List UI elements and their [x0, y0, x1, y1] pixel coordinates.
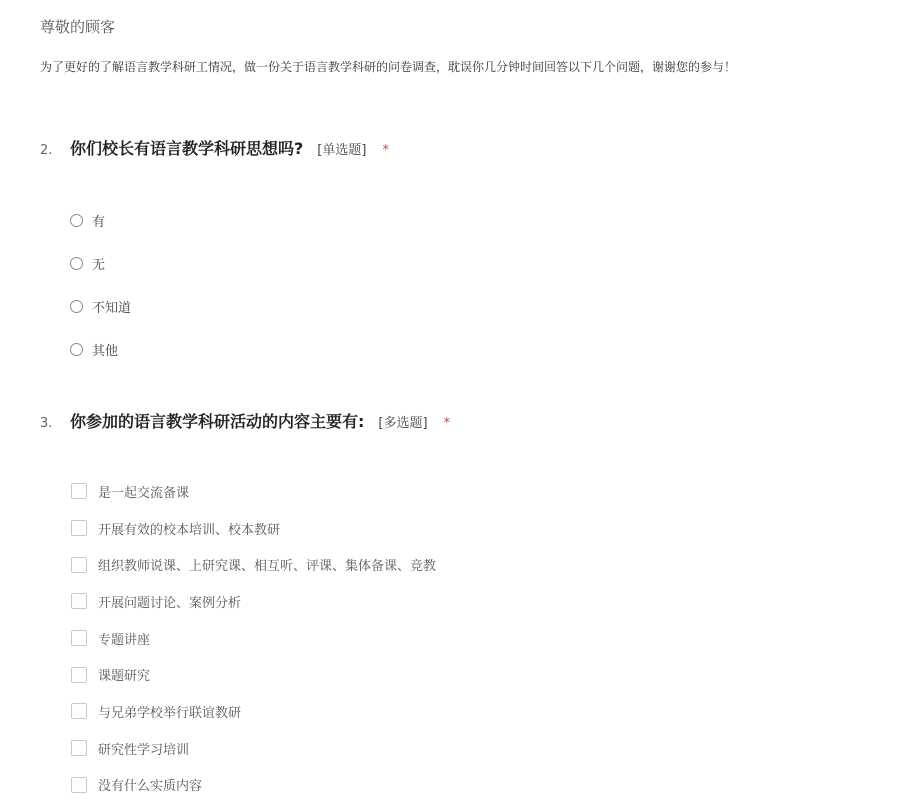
question-number: 3. [40, 416, 70, 431]
checkbox[interactable] [71, 593, 87, 609]
checkbox-option-label: 研究性学习培训 [98, 739, 189, 758]
checkbox[interactable] [71, 520, 87, 536]
checkbox-option-2[interactable] [71, 510, 436, 547]
question-3-options [71, 473, 436, 803]
checkbox-option-7[interactable] [71, 693, 436, 730]
checkbox-option-8[interactable] [71, 730, 436, 767]
radio-option-buzhidao[interactable] [70, 285, 131, 328]
checkbox[interactable] [71, 483, 87, 499]
radio-option-qita[interactable] [70, 328, 131, 371]
survey-greeting: 尊敬的顾客 [40, 16, 115, 37]
radio-button[interactable] [70, 343, 83, 356]
radio-option-label: 其他 [92, 340, 118, 359]
question-type-label: [多选题] [378, 412, 427, 431]
radio-option-you[interactable] [70, 199, 131, 242]
survey-intro: 为了更好的了解语言教学科研工情况，做一份关于语言教学科研的问卷调查，耽误你几分钟时间回答以下几个问题，谢谢您的参与！ [40, 58, 736, 75]
checkbox-option-3[interactable] [71, 546, 436, 583]
question-number: 2. [40, 143, 70, 158]
question-2-header [40, 136, 389, 159]
question-2-options [70, 207, 131, 371]
checkbox-option-label: 与兄弟学校举行联谊教研 [98, 702, 241, 721]
radio-option-label: 不知道 [92, 297, 131, 316]
question-title: 你参加的语言教学科研活动的内容主要有: [70, 409, 364, 432]
question-title: 你们校长有语言教学科研思想吗? [70, 136, 303, 159]
question-3-header [40, 409, 450, 432]
checkbox-option-label: 课题研究 [98, 665, 150, 684]
checkbox[interactable] [71, 703, 87, 719]
checkbox[interactable] [71, 630, 87, 646]
question-type-label: [单选题] [317, 139, 366, 158]
radio-option-wu[interactable] [70, 242, 131, 285]
checkbox-option-label: 开展有效的校本培训、校本教研 [98, 519, 280, 538]
radio-option-label: 有 [92, 211, 105, 230]
checkbox-option-6[interactable] [71, 656, 436, 693]
radio-button[interactable] [70, 257, 83, 270]
checkbox-option-label: 组织教师说课、上研究课、相互听、评课、集体备课、竞教 [98, 555, 436, 574]
checkbox-option-label: 没有什么实质内容 [98, 775, 202, 794]
radio-option-label: 无 [92, 254, 105, 273]
radio-button[interactable] [70, 300, 83, 313]
checkbox[interactable] [71, 740, 87, 756]
checkbox[interactable] [71, 777, 87, 793]
checkbox-option-1[interactable] [71, 473, 436, 510]
checkbox[interactable] [71, 557, 87, 573]
checkbox-option-label: 开展问题讨论、案例分析 [98, 592, 241, 611]
checkbox-option-5[interactable] [71, 620, 436, 657]
checkbox-option-4[interactable] [71, 583, 436, 620]
checkbox-option-label: 专题讲座 [98, 629, 150, 648]
checkbox-option-label: 是一起交流备课 [98, 482, 189, 501]
radio-button[interactable] [70, 214, 83, 227]
checkbox-option-9[interactable] [71, 767, 436, 803]
required-mark: * [444, 416, 451, 431]
required-mark: * [382, 143, 389, 158]
checkbox[interactable] [71, 667, 87, 683]
